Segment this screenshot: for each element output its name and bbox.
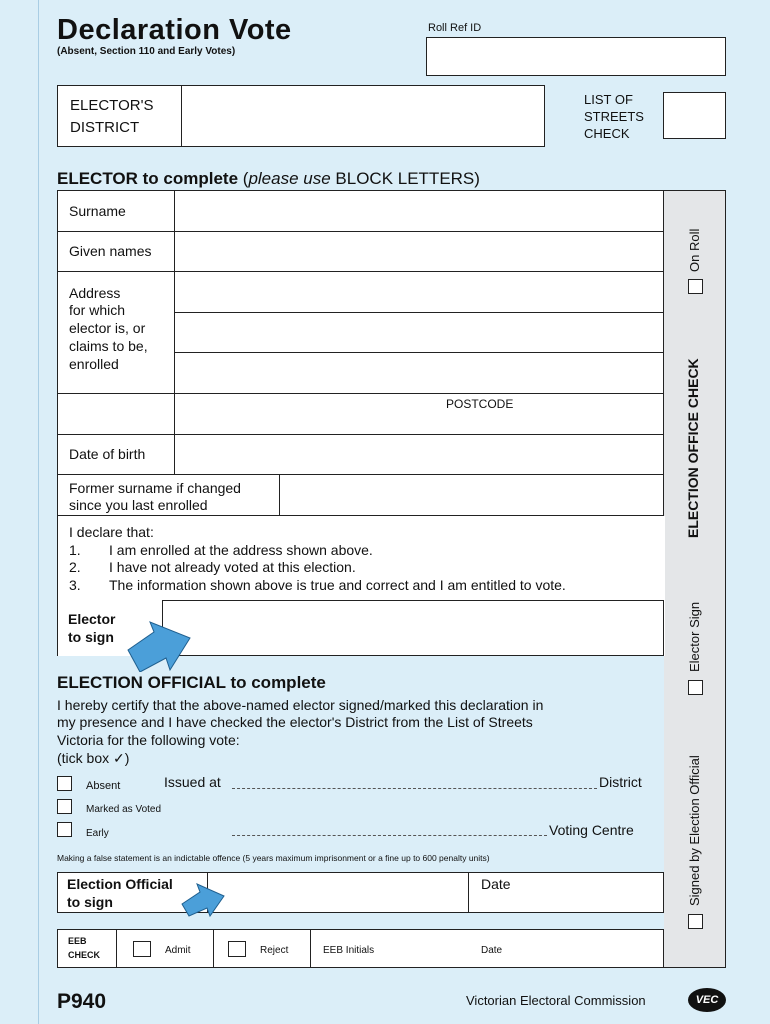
dob-label: Date of birth	[69, 446, 146, 462]
address-label-4: claims to be,	[69, 338, 148, 354]
row-divider	[57, 231, 664, 232]
on-roll-checkbox[interactable]	[688, 279, 703, 294]
elector-sign-label-1: Elector	[68, 611, 116, 627]
admit-label: Admit	[165, 945, 191, 956]
column-divider	[279, 474, 280, 516]
issued-at-label: Issued at	[164, 774, 221, 790]
issued-at-input[interactable]	[232, 788, 597, 789]
declaration-item-3-text: The information shown above is true and correct and I am entitled to vote.	[109, 577, 566, 593]
address-label-1: Address	[69, 285, 121, 301]
row-divider	[57, 434, 664, 435]
elector-heading-open: (	[238, 169, 249, 188]
streets-check-label-1: LIST OF	[584, 92, 633, 107]
arrow-icon	[180, 878, 228, 918]
elector-section-heading	[57, 169, 480, 189]
district-suffix-label: District	[599, 774, 642, 790]
elector-heading-italic: please use	[248, 169, 331, 188]
reject-checkbox[interactable]	[228, 941, 246, 957]
elector-signature-field[interactable]	[162, 600, 664, 656]
postcode-input[interactable]	[176, 395, 662, 433]
certify-line-3: Victoria for the following vote:	[57, 732, 240, 748]
elector-heading-bold: ELECTOR to complete	[57, 169, 239, 188]
declaration-intro: I declare that:	[69, 524, 154, 540]
absent-label: Absent	[86, 780, 121, 792]
elector-sign-checkbox[interactable]	[688, 680, 703, 695]
eeb-initials-label: EEB Initials	[323, 945, 375, 956]
former-surname-input[interactable]	[281, 476, 662, 514]
false-statement-notice: Making a false statement is an indictable offence (5 years maximum imprisonment or a fine up to 600 penalty units)	[57, 853, 490, 863]
elector-heading-rest: BLOCK LETTERS)	[330, 169, 480, 188]
district-divider	[181, 85, 182, 147]
form-title: Declaration Vote	[57, 14, 292, 46]
surname-label: Surname	[69, 203, 126, 219]
column-divider	[468, 872, 469, 913]
elector-sign-side-label: Elector Sign	[687, 601, 702, 672]
postcode-label: POSTCODE	[446, 397, 514, 411]
signed-by-official-checkbox[interactable]	[688, 914, 703, 929]
district-label-2: DISTRICT	[70, 119, 140, 136]
office-check-title: ELECTION OFFICE CHECK	[685, 358, 701, 538]
official-sign-label-2: to sign	[67, 894, 113, 910]
vec-logo-text: VEC	[695, 994, 719, 1006]
official-date-input[interactable]	[470, 874, 662, 911]
row-divider	[57, 271, 664, 272]
district-label-1: ELECTOR'S	[70, 97, 154, 114]
vec-logo	[688, 988, 726, 1012]
organisation-name: Victorian Electoral Commission	[466, 993, 646, 1008]
eeb-date-label: Date	[481, 945, 503, 956]
row-divider	[57, 474, 664, 475]
official-signature-field[interactable]	[209, 874, 467, 911]
row-divider	[174, 312, 664, 313]
address-line-2-input[interactable]	[176, 314, 662, 351]
voting-centre-input[interactable]	[232, 835, 547, 836]
early-label: Early	[86, 828, 109, 839]
row-divider	[57, 393, 664, 394]
streets-check-box[interactable]	[663, 92, 726, 139]
certify-line-2: my presence and I have checked the elector's District from the List of Streets	[57, 714, 533, 730]
declaration-item-1-text: I am enrolled at the address shown above.	[109, 542, 373, 558]
declaration-item-2-num: 2.	[69, 559, 81, 575]
address-label-5: enrolled	[69, 356, 119, 372]
surname-input[interactable]	[176, 192, 662, 230]
column-divider	[213, 929, 214, 968]
marked-as-voted-label: Marked as Voted	[86, 804, 162, 815]
certify-line-1: I hereby certify that the above-named elector signed/marked this declaration in	[57, 697, 544, 713]
official-section-heading: ELECTION OFFICIAL to complete	[57, 673, 326, 692]
form-subtitle: (Absent, Section 110 and Early Votes)	[57, 46, 236, 57]
column-divider	[174, 190, 175, 474]
declaration-item-3-num: 3.	[69, 577, 81, 593]
signed-by-official-label: Signed by Election Official	[687, 755, 702, 906]
elector-sign-label-2: to sign	[68, 629, 114, 645]
reject-label: Reject	[260, 945, 289, 956]
arrow-icon	[126, 612, 196, 672]
early-checkbox[interactable]	[57, 822, 72, 837]
former-surname-label-2: since you last enrolled	[69, 497, 208, 513]
address-label-2: for which	[69, 302, 126, 318]
on-roll-label: On Roll	[687, 228, 702, 272]
eeb-check-label-1: EEB	[68, 936, 87, 946]
marked-as-voted-checkbox[interactable]	[57, 799, 72, 814]
column-divider	[310, 929, 311, 968]
streets-check-label-3: CHECK	[584, 126, 630, 141]
given-names-label: Given names	[69, 243, 152, 259]
absent-checkbox[interactable]	[57, 776, 72, 791]
elector-district-input[interactable]	[184, 88, 542, 144]
official-date-label: Date	[481, 876, 511, 892]
dob-input[interactable]	[176, 436, 662, 473]
declaration-item-2-text: I have not already voted at this election.	[109, 559, 356, 575]
roll-ref-label: Roll Ref ID	[428, 22, 482, 34]
official-sign-label-1: Election Official	[67, 876, 173, 892]
column-divider	[116, 929, 117, 968]
streets-check-label-2: STREETS	[584, 109, 644, 124]
former-surname-label-1: Former surname if changed	[69, 480, 241, 496]
eeb-check-label-2: CHECK	[68, 950, 101, 960]
admit-checkbox[interactable]	[133, 941, 151, 957]
voting-centre-label: Voting Centre	[549, 822, 634, 838]
declaration-item-1-num: 1.	[69, 542, 81, 558]
form-code: P940	[57, 990, 107, 1013]
address-line-1-input[interactable]	[176, 273, 662, 311]
address-label-3: elector is, or	[69, 320, 146, 336]
page-margin-rule	[38, 0, 39, 1024]
certify-line-4: (tick box ✓)	[57, 750, 130, 766]
roll-ref-input[interactable]	[426, 37, 726, 76]
given-names-input[interactable]	[176, 233, 662, 270]
row-divider	[174, 352, 664, 353]
address-line-3-input[interactable]	[176, 354, 662, 392]
